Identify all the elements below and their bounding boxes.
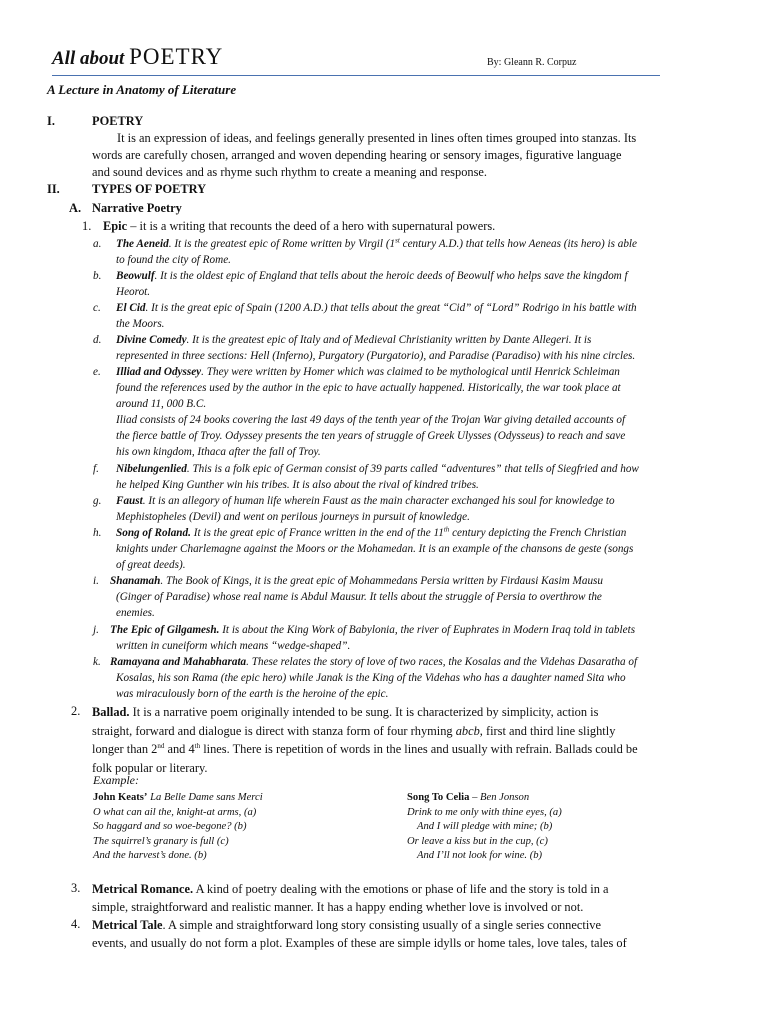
epic-text: written in cuneiform which means “wedge-shaped”. <box>116 640 351 652</box>
section-numeral: II. <box>47 182 60 196</box>
metrical-tale-text: events, and usually do not form a plot. Examples of these are simple idylls or home tales, love tales, tales of <box>92 936 627 950</box>
epic-item-aeneid <box>116 236 716 268</box>
ballad-text: lines. There is repetition of words in the lines and usually with refrain. Ballads could be <box>200 742 638 756</box>
metrical-tale-term: Metrical Tale <box>92 918 163 932</box>
author-byline: By: Gleann R. Corpuz <box>487 57 577 68</box>
epic-item-faust <box>116 493 726 525</box>
list-letter: i. <box>93 575 99 587</box>
epic-text: Heorot. <box>116 286 151 298</box>
poem-line: Or leave a kiss but in the cup, (c) <box>407 835 548 847</box>
poetry-definition-line: It is an expression of ideas, and feelings generally presented in lines often times grouped into stanzas. Its <box>117 131 637 145</box>
epic-title: Nibelungenlied <box>116 463 187 475</box>
poem-line: Drink to me only with thine eyes, (a) <box>407 806 562 818</box>
epic-text: . It is the oldest epic of England that tells about the heroic deeds of Beowulf who helps save the kingdom f <box>154 270 628 282</box>
epic-text: . It is the great epic of Spain (1200 A.D.) that tells about the great “Cid” of “Lord” Rodrigo in his battle with <box>145 302 637 314</box>
list-letter: e. <box>93 366 101 378</box>
epic-text: It is the great epic of France written in the end of the 11 <box>190 527 444 539</box>
epic-title: Shanamah <box>110 575 161 587</box>
epic-item-nibelungenlied <box>116 461 726 493</box>
epic-text: his own kingdom, Ithaca after the fall of Troy. <box>116 446 321 458</box>
ballad-text: straight, forward and dialogue is direct with stanza form of four rhyming <box>92 723 456 738</box>
ballad-text: longer than 2 <box>92 742 158 756</box>
list-letter: f. <box>93 463 99 475</box>
epic-text: the fierce battle of Troy. Odyssey presents the ten years of struggle of Greek Ulysses (Odysseus) to reach and save <box>116 430 626 442</box>
ballad-number: 2. <box>71 704 81 718</box>
ballad-definition <box>92 703 722 777</box>
epic-text: enemies. <box>116 607 155 619</box>
metrical-romance-term: Metrical Romance. <box>92 882 194 896</box>
epic-title: Illiad and Odyssey <box>116 366 202 378</box>
epic-text: he helped King Gunther win his tribes. It is also about the rival of kindred tribes. <box>116 479 479 491</box>
epic-text: represented in three sections: Hell (Inferno), Purgatory (Purgatorio), and Paradise (Paradiso) with his nine circles. <box>116 350 636 362</box>
superscript: nd <box>157 741 165 750</box>
poem-line: And the harvest’s done. (b) <box>93 850 207 862</box>
document-title <box>52 44 223 70</box>
epic-text: . It is the greatest epic of Italy and of Medieval Christianity written by Dante Allegeri. It is <box>186 334 592 346</box>
poem-author: – Ben Jonson <box>469 792 530 803</box>
epic-text: was miraculously born of the earth is the heroine of the epic. <box>116 688 389 700</box>
metrical-romance-text: A kind of poetry dealing with the emotions or phase of life and the story is told in a <box>193 882 609 896</box>
superscript: st <box>395 236 400 245</box>
poem-line: The squirrel’s granary is full (c) <box>93 835 229 847</box>
section-numeral: I. <box>47 114 55 128</box>
list-letter: d. <box>93 334 102 346</box>
epic-title: Beowulf <box>116 270 155 282</box>
epic-item-ramayana <box>110 654 726 702</box>
metrical-romance-definition <box>92 880 722 916</box>
epic-number: 1. <box>82 219 92 233</box>
metrical-tale-definition <box>92 916 722 952</box>
list-letter: b. <box>93 270 102 282</box>
metrical-tale-text: . A simple and straightforward long story consisting usually of a single series connective <box>162 918 601 932</box>
example-label: Example: <box>93 773 139 787</box>
ballad-text: , first and third line slightly <box>479 723 616 738</box>
subsection-heading-narrative: Narrative Poetry <box>92 201 182 215</box>
list-letter: c. <box>93 302 101 314</box>
epic-text: century depicting the French Christian <box>449 527 627 539</box>
document-subtitle: A Lecture in Anatomy of Literature <box>47 82 237 97</box>
title-main: POETRY <box>129 44 224 69</box>
list-letter: h. <box>93 527 102 539</box>
poem-title: Song To Celia <box>407 792 470 803</box>
epic-title: Song of Roland. <box>116 527 191 539</box>
epic-text: . These relates the story of love of two races, the Kosalas and the Videhas Dasaratha of <box>246 656 638 668</box>
epic-text: found the references used by the author in the epic to have actually happened. Historically, the war took place at <box>116 382 621 394</box>
epic-def-text: – it is a writing that recounts the deed of a hero with supernatural powers. <box>127 219 496 233</box>
epic-text: . They were written by Homer which was claimed to be mythological until Henrick Schleiman <box>201 366 620 378</box>
epic-item-divine-comedy <box>116 332 726 364</box>
metrical-romance-number: 3. <box>71 881 81 895</box>
poem-line: And I’ll not look for wine. (b) <box>417 850 543 862</box>
epic-title: El Cid <box>116 302 146 314</box>
epic-item-el-cid <box>116 300 716 332</box>
epic-text: Mephistopheles (Devil) and went on perilous journeys in pursuit of knowledge. <box>116 511 470 523</box>
poem-line: So haggard and so woe-begone? (b) <box>93 821 247 833</box>
epic-text: (Ginger of Paradise) whose real name is Abdul Mausur. It tells about the struggle of Persia to overthrow the <box>116 591 602 603</box>
subsection-letter: A. <box>69 201 82 215</box>
epic-text: to found the city of Rome. <box>116 254 231 266</box>
ballad-text: and 4 <box>164 742 195 756</box>
epic-text: . This is a folk epic of German consist of 39 parts called “adventures” that tells of Siegfried and how <box>186 463 639 475</box>
epic-item-gilgamesh <box>110 622 726 654</box>
poetry-definition-line: and sound devices and as rhyme such rhythm to create a meaning and response. <box>92 165 487 179</box>
poem-line: And I will pledge with mine; (b) <box>417 821 553 833</box>
header-divider <box>52 75 660 76</box>
epic-title: Faust <box>116 495 143 507</box>
rhyme-scheme: abcb <box>455 723 480 738</box>
epic-text: around 11, 000 B.C. <box>116 398 207 410</box>
epic-title: Ramayana and Mahabharata <box>110 656 247 668</box>
epic-text: It is about the King Work of Babylonia, the river of Euphrates in Modern Iraq told in tablets <box>219 624 636 636</box>
epic-title: The Epic of Gilgamesh. <box>110 624 220 636</box>
list-letter: k. <box>93 656 101 668</box>
superscript: th <box>443 525 450 534</box>
epic-item-beowulf <box>116 268 716 300</box>
epic-term: Epic <box>103 219 128 233</box>
poetry-definition-line: words are carefully chosen, arranged and woven depending hearing or sensory images, figurative language <box>92 148 622 162</box>
ballad-term: Ballad. <box>92 705 130 719</box>
epic-text: of great deeds). <box>116 559 186 571</box>
poem-title: La Belle Dame sans Merci <box>147 792 263 803</box>
metrical-romance-text: simple, straightforward and realistic manner. It has a happy ending whether love is involved or not. <box>92 900 584 914</box>
title-prefix: All about <box>52 48 125 69</box>
epic-text: knights under Charlemagne against the Moors or the Mohamedan. It is an example of the chansons de geste (songs <box>116 543 634 555</box>
epic-title: The Aeneid <box>116 238 169 250</box>
epic-text: century A.D.) that tells how Aeneas (its hero) is able <box>399 238 637 250</box>
epic-text: . It is an allegory of human life wherein Faust as the main character exchanged his soul for knowledge to <box>142 495 615 507</box>
ballad-text: It is a narrative poem originally intended to be sung. It is characterized by simplicity, action is <box>129 705 599 719</box>
metrical-tale-number: 4. <box>71 917 81 931</box>
poem-line: O what can ail the, knight-at arms, (a) <box>93 806 257 818</box>
example-poem-jonson <box>407 791 562 864</box>
epic-item-iliad-odyssey <box>116 364 726 460</box>
epic-title: Divine Comedy <box>116 334 187 346</box>
superscript: th <box>194 741 201 750</box>
epic-item-song-of-roland <box>116 525 726 573</box>
epic-text: the Moors. <box>116 318 165 330</box>
section-heading-poetry: POETRY <box>92 114 144 128</box>
poem-author: John Keats’ <box>93 792 148 803</box>
epic-text: . The Book of Kings, it is the great epic of Mohammedans Persia written by Firdausi Kasim Mausu <box>160 575 603 587</box>
example-poem-keats <box>93 791 263 864</box>
epic-text: Kosalas, his son Rama (the epic hero) while Janak is the King of the Videhas who has a daughter named Sita who <box>116 672 626 684</box>
epic-text: Iliad consists of 24 books covering the last 49 days of the tenth year of the Trojan War giving detailed accounts of <box>116 414 626 426</box>
section-heading-types: TYPES OF POETRY <box>92 182 207 196</box>
ballad-text: folk popular or literary. <box>92 760 208 775</box>
list-letter: j. <box>93 624 99 636</box>
epic-item-shanamah <box>110 573 726 621</box>
list-letter: g. <box>93 495 102 507</box>
epic-text: . It is the greatest epic of Rome written by Virgil (1 <box>168 238 396 250</box>
list-letter: a. <box>93 238 102 250</box>
epic-definition <box>103 218 495 235</box>
